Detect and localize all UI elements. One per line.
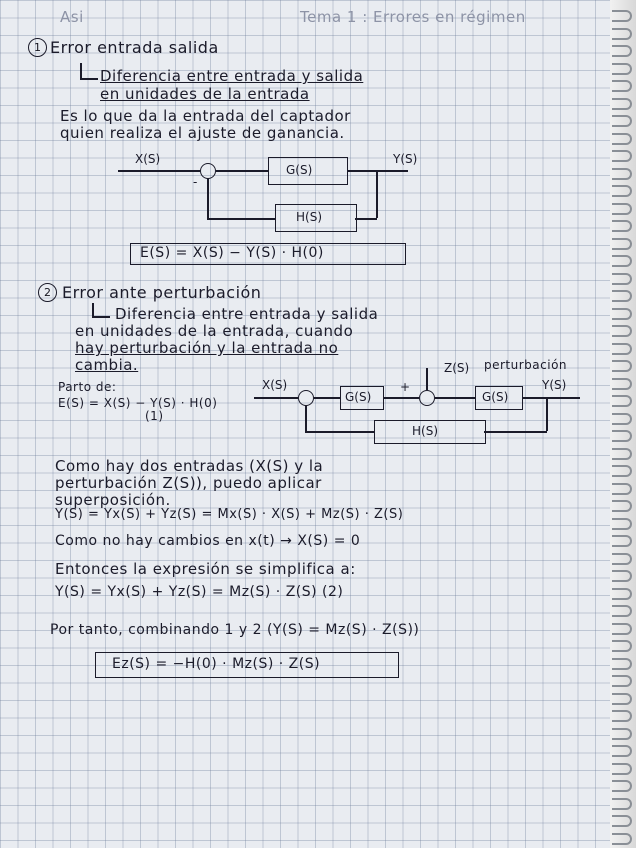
feedback-down	[546, 397, 548, 431]
equation: Por tanto, combinando 1 y 2 (Y(S) = Mz(S) · Z(S))	[50, 622, 420, 638]
spiral-ring	[612, 483, 632, 495]
spiral-ring	[612, 220, 632, 232]
spiral-ring	[612, 290, 632, 302]
spiral-ring	[612, 45, 632, 57]
spiral-ring	[612, 553, 632, 565]
spiral-ring	[612, 710, 632, 722]
spiral-ring	[612, 185, 632, 197]
definition-line: cambia.	[75, 356, 139, 374]
input-line	[118, 170, 200, 172]
spiral-ring	[612, 640, 632, 652]
spiral-ring	[612, 658, 632, 670]
spiral-ring	[612, 115, 632, 127]
spiral-ring	[612, 98, 632, 110]
input-line	[254, 397, 298, 399]
feedback-to-block	[484, 431, 547, 433]
spiral-ring	[612, 255, 632, 267]
spiral-ring	[612, 63, 632, 75]
summing-junction	[298, 390, 314, 406]
feedback-down	[376, 170, 378, 218]
disturbance-label: Z(S)	[444, 361, 470, 375]
equation: Y(S) = Yx(S) + Yz(S) = Mz(S) · Z(S) (2)	[55, 584, 344, 600]
output-line	[348, 170, 408, 172]
output-label: Y(S)	[393, 152, 418, 166]
definition-line: Diferencia entre entrada y salida	[100, 67, 364, 85]
sentence-line: Es lo que da la entrada del captador	[60, 107, 351, 125]
spiral-ring	[612, 448, 632, 460]
feedback-up	[305, 405, 307, 432]
feedback-to-block	[355, 218, 377, 220]
forward-block-label: G(S)	[286, 163, 313, 177]
spiral-ring	[612, 325, 632, 337]
spiral-ring	[612, 273, 632, 285]
junction-to-g1	[314, 397, 340, 399]
spiral-ring	[612, 588, 632, 600]
section-title: Error ante perturbación	[62, 283, 262, 302]
spiral-ring	[612, 395, 632, 407]
spiral-ring	[612, 10, 632, 22]
faded-header-right: Tema 1 : Errores en régimen	[300, 8, 526, 26]
feedback-return	[207, 218, 275, 220]
feedback-block-label: H(S)	[296, 210, 323, 224]
final-formula-text: Ez(S) = −H(0) · Mz(S) · Z(S)	[112, 656, 321, 672]
equation: Y(S) = Yx(S) + Yz(S) = Mx(S) · X(S) + Mz(S) · Z(S)	[55, 507, 404, 522]
text-line: superposición.	[55, 491, 171, 509]
formula-text: E(S) = X(S) − Y(S) · H(0)	[140, 245, 324, 261]
text-line: perturbación Z(S)), puedo aplicar	[55, 474, 322, 492]
start-label: Parto de:	[58, 380, 117, 394]
spiral-ring	[612, 518, 632, 530]
spiral-ring	[612, 360, 632, 372]
feedback-block-label: H(S)	[412, 424, 439, 438]
output-label: Y(S)	[542, 378, 567, 392]
spiral-ring	[612, 693, 632, 705]
definition-line: en unidades de la entrada, cuando	[75, 322, 354, 340]
spiral-ring	[612, 168, 632, 180]
spiral-ring	[612, 798, 632, 810]
spiral-ring	[612, 133, 632, 145]
spiral-ring	[612, 203, 632, 215]
spiral-ring	[612, 605, 632, 617]
definition-line: Diferencia entre entrada y salida	[115, 305, 379, 323]
spiral-ring	[612, 430, 632, 442]
spiral-ring	[612, 80, 632, 92]
equation: Como no hay cambios en x(t) → X(S) = 0	[55, 533, 361, 549]
section-number: 1	[28, 38, 47, 57]
spiral-ring	[612, 413, 632, 425]
disturbance-junction	[419, 390, 435, 406]
minus-sign: -	[193, 175, 198, 189]
spiral-ring	[612, 780, 632, 792]
definition-line: hay perturbación y la entrada no	[75, 339, 339, 357]
spiral-ring	[612, 763, 632, 775]
start-formula: E(S) = X(S) − Y(S) · H(0)	[58, 396, 218, 410]
definition-line: en unidades de la entrada	[100, 85, 310, 103]
spiral-ring	[612, 675, 632, 687]
spiral-ring	[612, 728, 632, 740]
text-line: Como hay dos entradas (X(S) y la	[55, 457, 324, 475]
g1-to-junction	[383, 397, 419, 399]
spiral-ring	[612, 28, 632, 40]
definition-arrow-horizontal	[80, 78, 98, 80]
spiral-ring	[612, 308, 632, 320]
output-line	[522, 397, 580, 399]
disturbance-arrow	[426, 368, 428, 390]
section-title: Error entrada salida	[50, 38, 219, 57]
definition-arrow-vertical	[92, 303, 94, 317]
faded-header-left: Asi	[60, 8, 84, 26]
plus-sign: +	[400, 380, 411, 394]
feedback-return	[305, 431, 374, 433]
junction-to-g2	[435, 397, 475, 399]
summing-junction	[200, 163, 216, 179]
spiral-ring	[612, 343, 632, 355]
feedback-up	[207, 178, 209, 219]
section-number: 2	[38, 283, 57, 302]
g1-label: G(S)	[345, 390, 372, 404]
spiral-ring	[612, 623, 632, 635]
start-note: (1)	[145, 409, 164, 423]
sentence-line: quien realiza el ajuste de ganancia.	[60, 124, 345, 142]
equation: Entonces la expresión se simplifica a:	[55, 560, 356, 578]
spiral-ring	[612, 570, 632, 582]
spiral-ring	[612, 815, 632, 827]
input-label: X(S)	[135, 152, 161, 166]
spiral-ring	[612, 238, 632, 250]
g2-label: G(S)	[482, 390, 509, 404]
spiral-ring	[612, 833, 632, 845]
definition-arrow-horizontal	[92, 316, 110, 318]
spiral-ring	[612, 150, 632, 162]
spiral-ring	[612, 500, 632, 512]
spiral-ring	[612, 465, 632, 477]
junction-to-block	[216, 170, 268, 172]
spiral-ring	[612, 535, 632, 547]
spiral-ring	[612, 378, 632, 390]
spiral-ring	[612, 745, 632, 757]
input-label: X(S)	[262, 378, 288, 392]
disturbance-note: perturbación	[484, 358, 568, 372]
definition-arrow-vertical	[80, 63, 82, 79]
